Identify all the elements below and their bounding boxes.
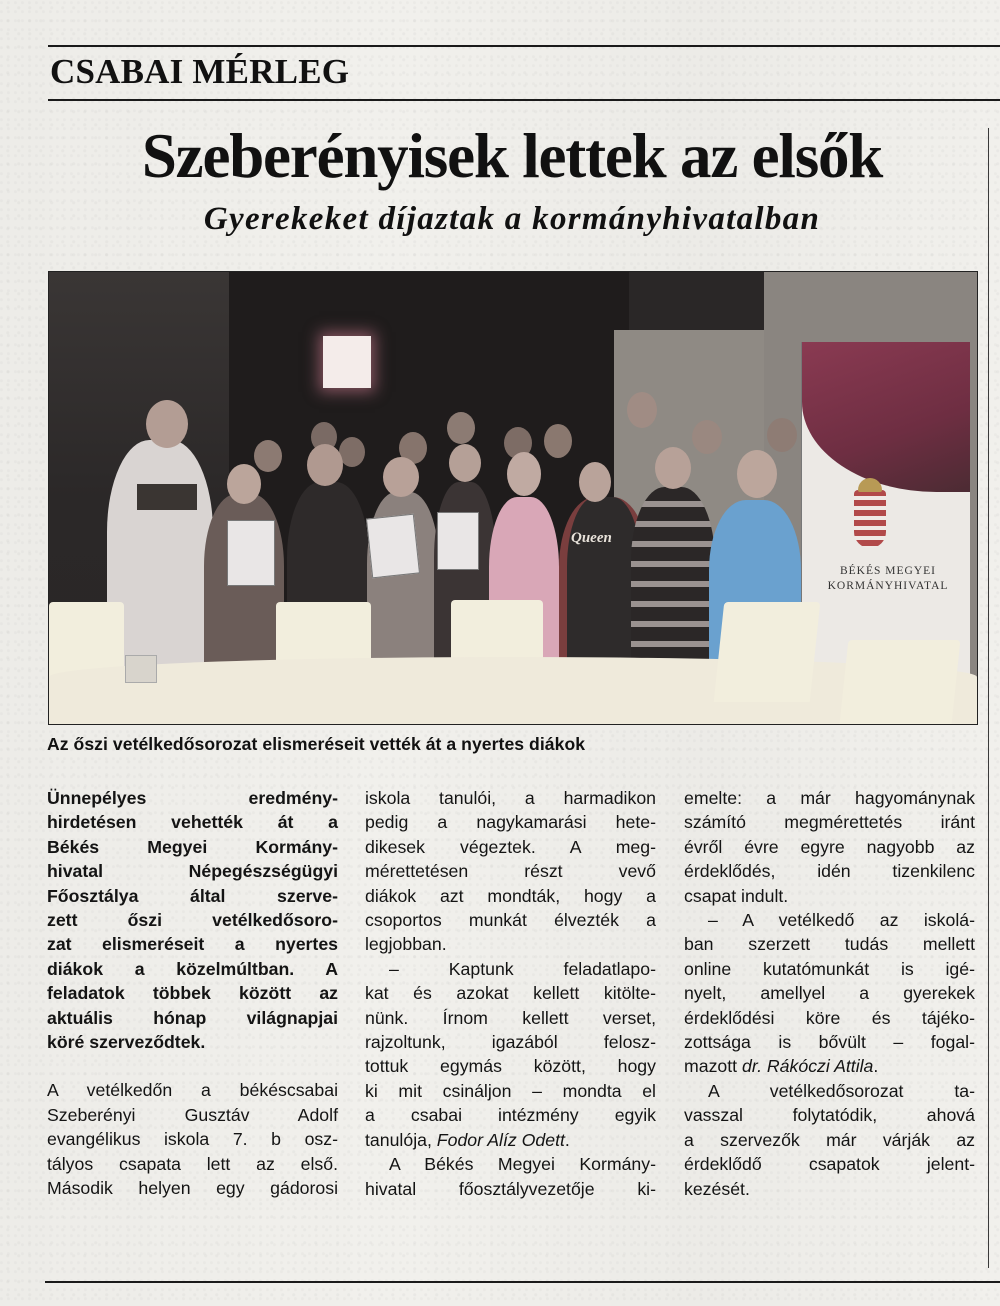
paragraph-gap [47,1054,338,1078]
text-line: nyelt, amellyel a gyerekek [684,983,975,1004]
body-paragraph [684,1079,975,1201]
text-line: – Kaptunk feladatlapo- [389,958,656,979]
text-line: érdeklődési köre és tájéko- [684,1007,975,1028]
section-rule [48,99,1000,101]
quote-paragraph [365,957,656,1152]
text-line: a szervezők már várják az [684,1129,975,1150]
text-line: iskola tanulói, a harmadikon [365,788,656,808]
text-line: csoportos munkát élvezték a [365,910,656,931]
body-paragraph [365,1152,656,1201]
text-line: mérettetésen részt vevő [365,861,656,882]
body-paragraph [365,786,656,957]
person-head [655,447,691,489]
text-line: a csabai intézmény egyik [365,1105,656,1126]
person-head [507,452,541,496]
person-head [383,457,419,497]
text-line: emelte: a már hagyománynak [684,788,975,808]
banner-top-band [802,342,970,492]
person-head [447,412,475,444]
person-head [579,462,611,502]
body-paragraph [47,1078,338,1200]
article-subheadline: Gyerekeket díjaztak a kormányhivatalban [203,201,821,237]
banner-text-line1: BÉKÉS MEGYEI [839,565,936,577]
text-line: Szeberényi Gusztáv Adolf [47,1104,338,1125]
person-head [307,444,343,486]
coat-of-arms-icon [854,490,886,548]
text-line: érdeklődő csapatok jelent- [684,1154,975,1175]
person-head [254,440,282,472]
text-line: évről évre egyre nagyobb az [684,836,975,857]
article-photo [48,271,978,725]
text-line: A Békés Megyei Kormány- [389,1154,656,1175]
text-line: legjobban. [365,934,447,955]
certificate [227,520,275,586]
chair [840,640,961,724]
text-line: kezését. [684,1178,750,1199]
body-paragraph [684,786,975,908]
text-line: hivatal Népegészségügyi [47,861,338,882]
text-line: diákok a közelmúltban. A [47,958,338,979]
person-head [449,444,481,482]
text-line: zett őszi vetélkedősoro- [47,910,338,931]
text-fragment: . [564,1129,570,1150]
article-column-1 [47,786,338,1201]
article-column-3 [684,786,975,1201]
person-striped-top [631,487,715,672]
shirt-stripe [137,484,197,510]
shirt-text: Queen [571,530,612,546]
text-line: aktuális hónap világnapjai [47,1007,338,1028]
text-line: – A vetélkedő az iskolá- [708,910,975,931]
text-line: csapat indult. [684,885,789,906]
person-head [737,450,777,498]
text-line: A vetélkedősorozat ta- [708,1080,975,1101]
text-line: tályos csapata lett az első. [47,1153,338,1174]
text-fragment: tanulója, [365,1129,437,1150]
text-line: feladatok többek között az [47,983,338,1004]
text-line: Békés Megyei Kormány- [47,836,338,857]
person-head [767,418,797,452]
article-column-2 [365,786,656,1201]
text-line: Második helyen egy gádorosi [47,1178,338,1199]
text-line: vasszal folytatódik, ahová [684,1105,975,1126]
text-line: nünk. Írnom kellett verset, [365,1007,656,1028]
text-line: zat elismeréseit a nyertes [47,934,338,955]
text-fragment: mazott [684,1056,742,1077]
quoted-person-name: dr. Rákóczi Attila [742,1056,874,1077]
text-line: kat és azokat kellett kitölte- [365,983,656,1004]
text-line: pedig a nagykamarási hete- [365,812,656,833]
glass-jar [125,655,157,683]
text-line: Ünnepélyes eredmény- [47,788,338,808]
text-line [365,1128,656,1152]
chair [714,602,821,702]
banner-text [808,564,968,594]
text-line: Főosztálya által szerve- [47,885,338,906]
text-line: hivatal főosztályvezetője ki- [365,1178,656,1199]
person-head [544,424,572,458]
lead-paragraph [47,786,338,1054]
text-line: A vetélkedőn a békéscsabai [47,1080,338,1101]
text-line [684,1054,975,1078]
text-fragment: . [873,1056,879,1077]
section-title: CSABAI MÉRLEG [50,52,350,91]
text-line: számító megmérettetés iránt [684,812,975,833]
conference-table [49,657,977,724]
text-line: zottsága is bővült – fogal- [684,1032,975,1053]
text-line: evangélikus iskola 7. b osz- [47,1129,338,1150]
photo-ceiling-light [323,336,371,388]
person-head [227,464,261,504]
photo-caption: Az őszi vetélkedősorozat elismeréseit vették át a nyertes diákok [47,734,586,754]
banner-text-line2: KORMÁNYHIVATAL [827,580,949,592]
certificate [366,514,420,579]
text-line: online kutatómunkát is igé- [684,958,975,979]
text-line: diákok azt mondták, hogy a [365,885,656,906]
text-line: hirdetésen vehették át a [47,812,338,833]
certificate [437,512,479,570]
text-line: ki mit csináljon – mondta el [365,1080,656,1101]
text-line: érdeklődés, idén tizenkilenc [684,861,975,882]
quoted-person-name: Fodor Alíz Odett [436,1129,565,1150]
text-line: köré szerveződtek. [47,1032,206,1053]
article-headline: Szeberényisek lettek az elsők [141,121,883,191]
person-head [627,392,657,428]
column-rule-right [988,128,989,1268]
text-line: dikesek végeztek. A meg- [365,836,656,857]
quote-paragraph [684,908,975,1079]
text-line: ban szerzett tudás mellett [684,934,975,955]
top-rule [48,45,1000,47]
text-line: rajzoltunk, igazából felosz- [365,1032,656,1053]
bottom-rule [45,1281,1000,1283]
person-head [692,420,722,454]
person-head [146,400,188,448]
text-line: tottuk egymás között, hogy [365,1056,656,1077]
